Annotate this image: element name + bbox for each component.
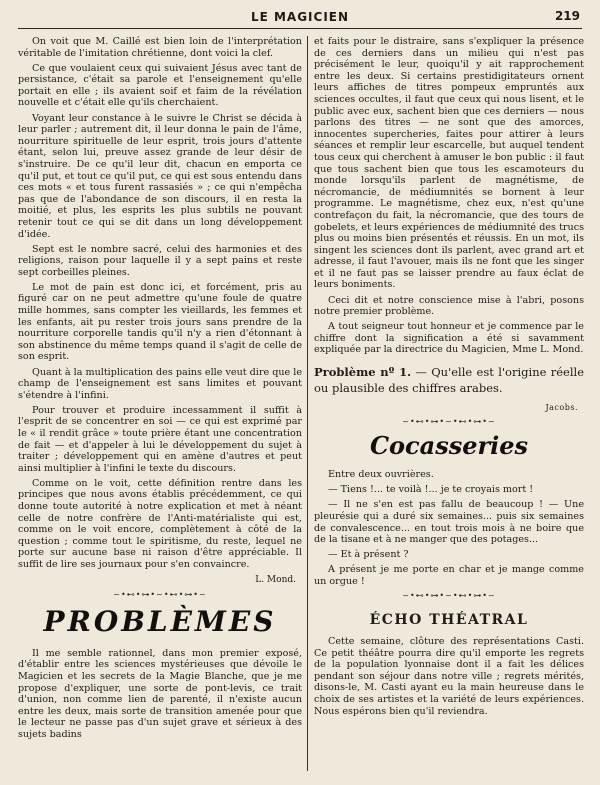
left-column: [18, 36, 302, 744]
article-paragraph: Ce que voulaient ceux qui suivaient Jésus avec tant de persistance, c'était sa parole et l'enseignement qu'elle portait en elle ; ils avaient soif et faim de la révélation nouvelle et c'était elle qu'ils cherchaient.: [18, 62, 302, 109]
article-paragraph: A tout seigneur tout honneur et je commence par le chiffre dont la signification a été si savamment expliquée par la directrice du Magicien, Mme L. Mond.: [314, 321, 584, 356]
dialogue-line: — Tiens !... te voilà !... je te croyais mort !: [328, 484, 534, 496]
right-column: [314, 36, 584, 721]
article-paragraph: Le mot de pain est donc ici, et forcément, pris au figuré car on ne peut admettre qu'une foule de quatre mille hommes, sans compter les vieillards, les femmes et les enfants, ait pu rester trois jours sans prendre de la nourriture corporelle tandis qu'il n'y a rien d'étonnant à son abstinence du même temps quand il s'agit de celle de son esprit.: [18, 281, 302, 363]
problem-label: Problème nº 1.: [314, 365, 412, 380]
page-number: 219: [554, 9, 580, 23]
dialogue-line: Entre deux ouvrières.: [328, 469, 434, 481]
journal-title: LE MAGICIEN: [250, 10, 350, 24]
section-ornament: ~•⊷•⊶•~•⊷•⊶•~: [402, 417, 496, 427]
article-paragraph: Sept est le nombre sacré, celui des harmonies et des religions, raison pour laquelle il y a sept pains et reste sept corbeilles pleines.: [18, 243, 302, 278]
article-paragraph: Pour trouver et produire incessamment il suffit à l'esprit de se concentrer en soi — ce qui est exprimé par le « il rendit grâce » toute prière étant une concentration de fait — et d'appeler à lui le développement du sujet à traiter ; développement qui en amène d'autres et peut ainsi multiplier à l'infini le texte du discours.: [18, 404, 302, 474]
article-paragraph: Comme on le voit, cette définition rentre dans les principes que nous avons établis précédemment, ce qui donne toute autorité à notre explication et met à néant celle de notre confrère de l'Anti-matérialiste qui est, comme on le voit encore, complètement à côté de la question ; comme tout le spiritisme, du reste, lequel ne porte sur aucune base ni raison d'être appréciable. Il suffit de lire ses journaux pour s'en convaincre.: [18, 477, 302, 571]
problem-signature: Jacobs.: [545, 403, 578, 413]
problemes-intro: Il me semble rationnel, dans mon premier exposé, d'établir entre les sciences mystérieuses que dévoile le Magicien et les secrets de la Magie Blanche, que je me propose d'expliquer, une sorte de pont-levis, ce trait d'union, non comme lien de parenté, il n'existe aucun entre les deux, mais sorte de transition amenée pour que le lecteur ne passe pas d'un sujet grave et sérieux à des sujets badins: [18, 647, 302, 740]
author-signature: L. Mond.: [255, 574, 296, 585]
article-paragraph: Quant à la multiplication des pains elle veut dire que le champ de l'enseignement est sans limites et pouvant s'étendre à l'infini.: [18, 366, 302, 401]
page-header: [18, 6, 582, 29]
dialogue-line: — Il ne s'en est pas fallu de beaucoup ! — Une pleurésie qui a duré six semaines... puis six semaines de convalescence... en tout trois mois à ne boire que de la tisane et à ne manger que des potages...: [314, 499, 584, 546]
problem-question: [314, 364, 584, 396]
section-ornament: ~•⊷•⊶•~•⊷•⊶•~: [402, 590, 496, 600]
echo-heading: ÉCHO THÉATRAL: [369, 611, 529, 628]
column-divider: [307, 36, 308, 771]
dialogue-line: — Et à présent ?: [328, 549, 409, 561]
article-paragraph: Ceci dit et notre conscience mise à l'abri, posons notre premier problème.: [314, 294, 584, 318]
article-paragraph: On voit que M. Caillé est bien loin de l'interprétation véritable de l'imitation chrétienne, dont voici la clef.: [18, 36, 302, 59]
problem-text: — Qu'elle est l'origine réelle ou plausible des chiffres arabes.: [314, 365, 585, 396]
dialogue-line: A présent je me porte en char et je mange comme un orgue !: [314, 564, 584, 587]
cocasseries-heading: Cocasseries: [369, 431, 529, 461]
article-paragraph: Voyant leur constance à le suivre le Christ se décida à leur parler ; autrement dit, il leur donna le pain de l'âme, nourriture spirituelle de leur esprit, trois jours d'attente étant, selon lui, preuve assez grande de leur désir de s'instruire. De ce qu'il leur dit, chacun en emporta ce qu'il put, et tout ce qu'il put, ce qui est sous entendu dans ces mots « et tous furent rassasiés » ; ce qui n'empêcha pas que de l'abondance de son discours, il en resta la moitié, et plus, les esprits les plus subtils ne pouvant retenir tout ce qui se dit dans un long développement d'idée.: [18, 112, 302, 240]
article-paragraph: et faits pour le distraire, sans s'expliquer la présence de ces derniers dans un milieu qui n'est pas précisément le leur, quoiqu'il y ait rapprochement entre les deux. Si certains prestidigitateurs ornent leurs affiches de titres pompeux empruntés aux sciences occultes, il faut que ceux qui nous lisent, et le public avec eux, sachent bien que ces derniers — nous parlons des titres — ne sont que des amorces, innocentes supercheries, faites pour attirer à leurs séances et remplir leur escarcelle, but auquel tendent tous ceux qui cherchent à amuser le bon public : il faut que tous sachent bien que tous les escamoteurs du monde lorsqu'ils parlent de magnétisme, de nécromancie, de médiumnités se bornent à leur programme. Le magnétisme, chez eux, n'est qu'une contrefaçon du fait, la nécromancie, que des tours de gobelets, et leurs expériences de médiumnité des trucs plus ou moins bien présentés et réussis. En un mot, ils singent les sciences dont ils parlent, avec grand art et adresse, il faut l'avouer, mais ils ne font que les singer et il ne faut pas se laisser prendre au faux éclat de leurs boniments.: [314, 36, 584, 291]
problemes-heading: PROBLÈMES: [43, 604, 277, 638]
echo-paragraph: Cette semaine, clôture des représentations Casti. Ce petit théâtre pourra dire qu'il emporte les regrets de la population lyonnaise dont il a fait les délices pendant son séjour dans notre ville ; regrets mérités, disons-le, M. Casti ayant eu la main heureuse dans le choix de ses artistes et la variété de leurs expériences. Nous espérons bien qu'il reviendra.: [314, 635, 584, 717]
section-ornament: ~•⊷•⊶•~•⊷•⊶•~: [113, 589, 207, 599]
